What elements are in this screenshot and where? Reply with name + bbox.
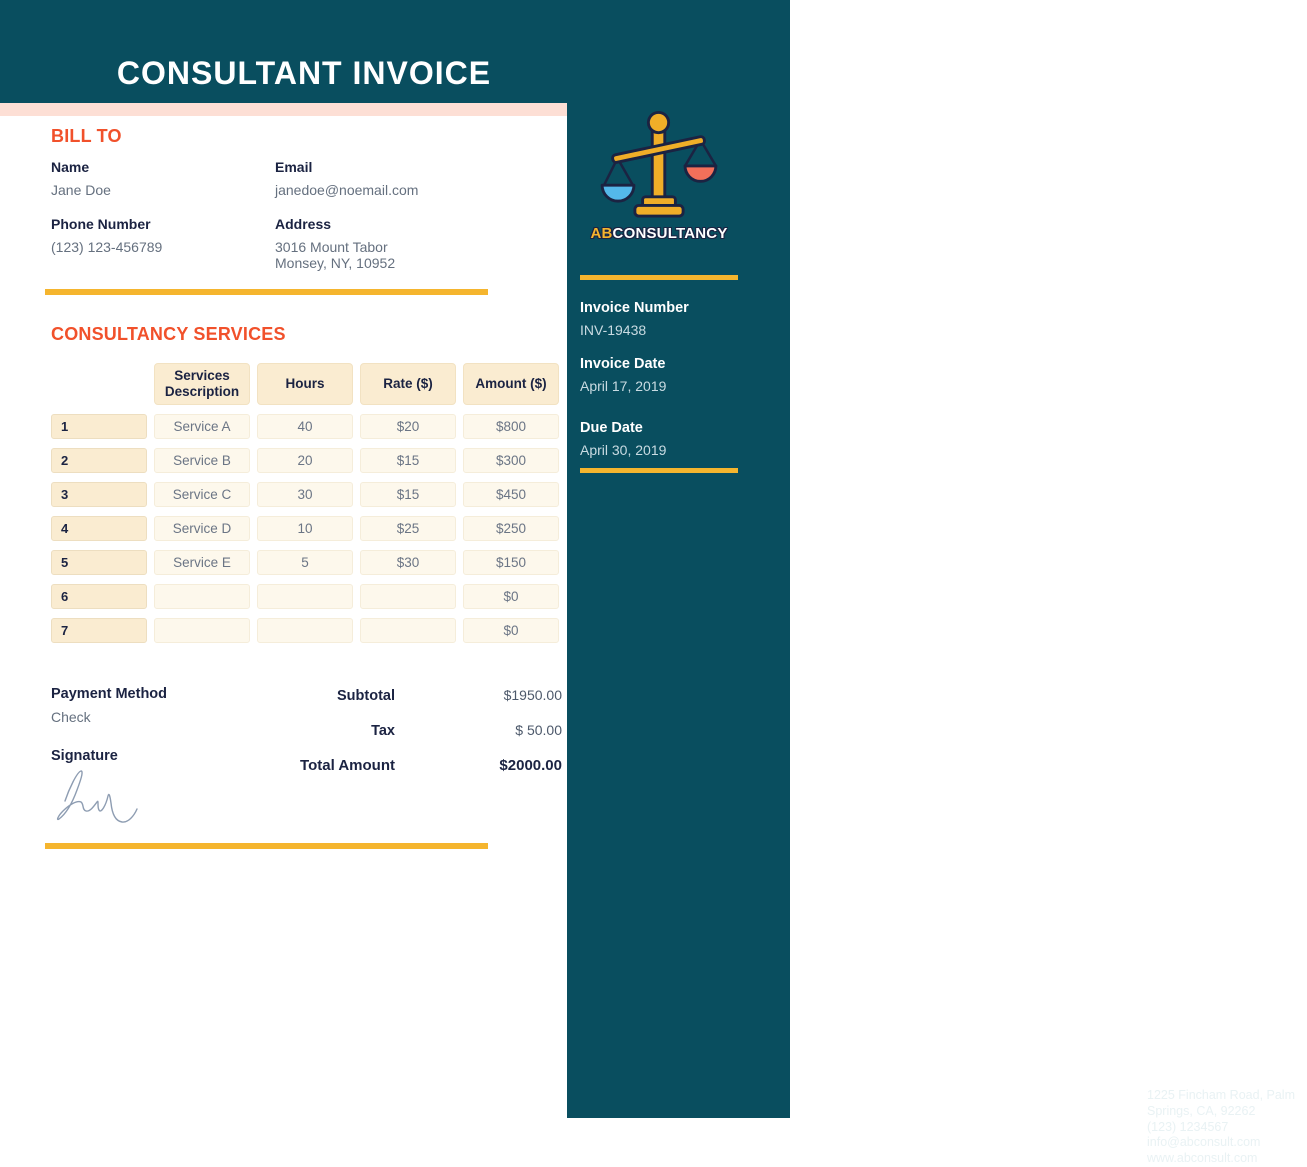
row-number-cell: 5 xyxy=(51,550,147,575)
row-number-cell: 4 xyxy=(51,516,147,541)
description-cell xyxy=(154,584,250,609)
email-label: Email xyxy=(275,159,313,175)
column-header-description: Services Description xyxy=(154,363,250,405)
bill-to-email-field xyxy=(275,159,521,199)
column-header-hours: Hours xyxy=(257,363,353,405)
hours-cell: 5 xyxy=(257,550,353,575)
total-amount-value: $2000.00 xyxy=(499,757,562,774)
amount-cell: $800 xyxy=(463,414,559,439)
bill-to-phone-field xyxy=(51,216,275,272)
amount-cell: $150 xyxy=(463,550,559,575)
company-address-line2: Springs, CA, 92262 xyxy=(1147,1103,1256,1118)
total-amount-row xyxy=(230,757,562,777)
address-line2: Monsey, NY, 10952 xyxy=(275,255,396,271)
hours-cell: 30 xyxy=(257,482,353,507)
phone-label: Phone Number xyxy=(51,215,151,232)
rate-cell: $20 xyxy=(360,414,456,439)
description-cell: Service B xyxy=(154,448,250,473)
bill-to-heading: BILL TO xyxy=(51,126,122,146)
rate-cell: $15 xyxy=(360,482,456,507)
brand-name xyxy=(580,225,738,242)
address-label: Address xyxy=(275,215,332,232)
row-number-cell: 3 xyxy=(51,482,147,507)
name-value: Jane Doe xyxy=(51,182,111,198)
description-cell xyxy=(154,618,250,643)
company-contact-block xyxy=(1147,1088,1307,1167)
row-number-cell: 1 xyxy=(51,414,147,439)
sidebar xyxy=(567,103,1295,1166)
subtotal-row xyxy=(230,687,562,707)
signature-label: Signature xyxy=(51,748,118,764)
row-number-cell: 7 xyxy=(51,618,147,643)
due-date-value: April 30, 2019 xyxy=(580,442,667,458)
bill-to-section xyxy=(51,159,521,272)
hours-cell xyxy=(257,584,353,609)
phone-value: (123) 123-456789 xyxy=(51,238,163,255)
payment-method-value: Check xyxy=(51,709,91,725)
amount-cell: $450 xyxy=(463,482,559,507)
payment-method-label: Payment Method xyxy=(51,686,168,702)
rate-cell xyxy=(360,618,456,643)
address-value xyxy=(275,239,521,272)
amount-cell: $0 xyxy=(463,618,559,643)
sidebar-divider-top xyxy=(580,275,738,280)
tax-value: $ 50.00 xyxy=(515,722,562,738)
amount-cell: $300 xyxy=(463,448,559,473)
company-address-line1: 1225 Fincham Road, Palm xyxy=(1147,1088,1295,1102)
company-phone: (123) 1234567 xyxy=(1147,1119,1229,1134)
total-amount-label: Total Amount xyxy=(300,757,395,774)
company-logo xyxy=(580,110,738,242)
subtotal-label: Subtotal xyxy=(337,688,395,704)
column-header-amount: Amount ($) xyxy=(463,363,559,405)
page-title-wrap xyxy=(0,0,608,103)
rate-cell: $25 xyxy=(360,516,456,541)
invoice-date-value: April 17, 2019 xyxy=(580,378,667,394)
description-cell: Service D xyxy=(154,516,250,541)
row-number-cell: 6 xyxy=(51,584,147,609)
header-band xyxy=(0,0,790,103)
brand-name-primary: AB xyxy=(590,225,613,242)
rate-cell xyxy=(360,584,456,609)
tax-label: Tax xyxy=(371,723,395,739)
amount-cell: $250 xyxy=(463,516,559,541)
invoice-number-value: INV-19438 xyxy=(580,322,647,338)
table-corner-spacer xyxy=(51,363,147,405)
brand-name-secondary: CONSULTANCY xyxy=(612,225,728,242)
description-cell: Service E xyxy=(154,550,250,575)
invoice-number-block xyxy=(580,300,738,338)
rate-cell: $15 xyxy=(360,448,456,473)
address-line1: 3016 Mount Tabor xyxy=(275,238,388,255)
subtotal-value: $1950.00 xyxy=(503,687,562,703)
invoice-date-label: Invoice Date xyxy=(580,356,666,372)
row-number-cell: 2 xyxy=(51,448,147,473)
page-title: CONSULTANT INVOICE xyxy=(116,55,492,91)
invoice-date-block xyxy=(580,356,738,394)
column-header-rate: Rate ($) xyxy=(360,363,456,405)
hours-cell xyxy=(257,618,353,643)
description-cell: Service A xyxy=(154,414,250,439)
services-heading: CONSULTANCY SERVICES xyxy=(51,324,286,344)
sidebar-divider-bottom xyxy=(580,468,738,473)
name-label: Name xyxy=(51,159,90,175)
signature-image xyxy=(54,768,142,824)
section-divider-bottom xyxy=(45,843,488,849)
rate-cell: $30 xyxy=(360,550,456,575)
totals-section xyxy=(230,687,562,792)
description-cell: Service C xyxy=(154,482,250,507)
hours-cell: 20 xyxy=(257,448,353,473)
due-date-block xyxy=(580,420,738,458)
header-accent-strip xyxy=(0,103,567,116)
amount-cell: $0 xyxy=(463,584,559,609)
invoice-number-label: Invoice Number xyxy=(580,300,689,316)
scales-of-justice-icon xyxy=(600,110,718,218)
services-table xyxy=(51,363,559,643)
tax-row xyxy=(230,722,562,742)
bill-to-name-field xyxy=(51,159,275,199)
company-website: www.abconsult.com xyxy=(1147,1151,1258,1166)
payment-section xyxy=(51,686,167,829)
company-email: info@abconsult.com xyxy=(1147,1135,1261,1150)
due-date-label: Due Date xyxy=(580,420,643,436)
bill-to-address-field xyxy=(275,216,521,272)
section-divider-top xyxy=(45,289,488,295)
email-value: janedoe@noemail.com xyxy=(275,182,419,198)
hours-cell: 40 xyxy=(257,414,353,439)
hours-cell: 10 xyxy=(257,516,353,541)
